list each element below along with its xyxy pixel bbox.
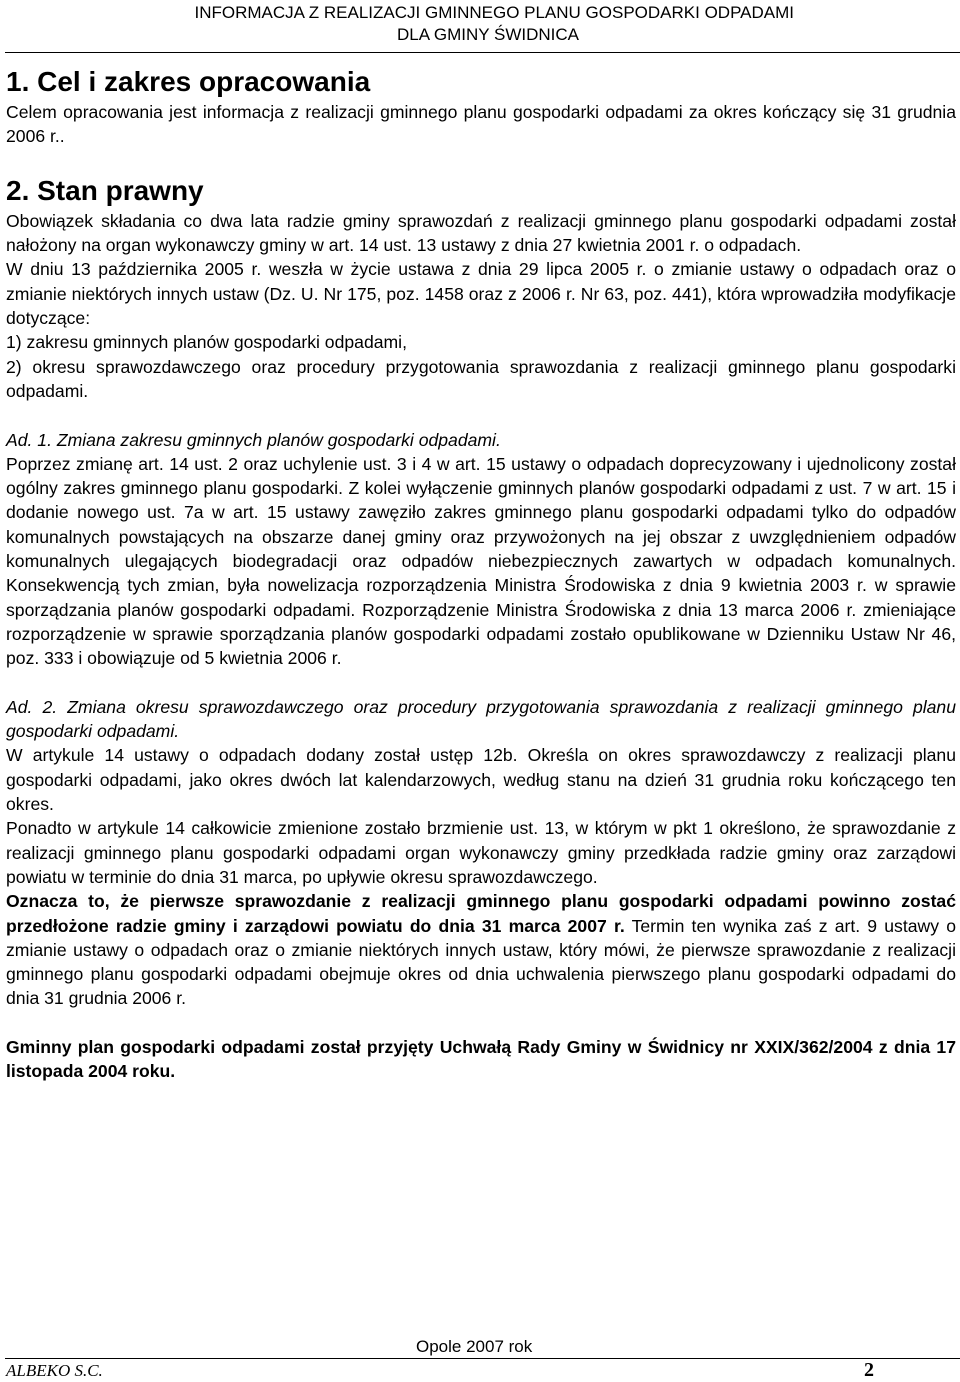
spacer <box>6 403 956 427</box>
ad-2-continuation: Termin ten wynika zaś z art. 9 ustawy o zmianie ustawy o odpadach oraz o zmianie niektórych innych ustaw, który mówi, że pierwsze sprawozdanie z realizacji gminnego planu gospodarki odpadami obejmuje okres od dnia uchwalenia pierwszego planu gospodarki odpadami do dnia 31 grudnia 2006 r. <box>6 915 956 1009</box>
spacer <box>6 671 956 695</box>
ad-1-text: Poprzez zmianę art. 14 ust. 2 oraz uchylenie ust. 3 i 4 w art. 15 ustawy o odpadach doprecyzowany i ujednolicony został ogólny zakres gminnego planu gospodarki. Z kolei wyłączenie gminnych planów gospodarki odpadami z ust. 7 w art. 15 i dodanie nowego ust. 7a w art. 15 ustawy zawęziło zakres gminnego planu gospodarki odpadami tylko do odpadów komunalnych powstających na obszarze danej gminy oraz przywożonych na jej obszar z uwzględnieniem odpadów komunalnych ulegających biodegradacji oraz odpadów niebezpiecznych zawartych w odpadach komunalnych. Konsekwencją tych zmian, była nowelizacja rozporządzenia Ministra Środowiska z dnia 9 kwietnia 2003 r. w sprawie sporządzania planów gospodarki odpadami. Rozporządzenie Ministra Środowiska z dnia 13 marca 2006 r. zmieniające rozporządzenie w sprawie sporządzania planów gospodarki odpadami zostało opublikowane w Dzienniku Ustaw Nr 46, poz. 333 i obowiązuje od 5 kwietnia 2006 r. <box>6 453 956 669</box>
ad-2-paragraph-2: Ponadto w artykule 14 całkowicie zmienione zostało brzmienie ust. 13, w którym w pkt 1 określono, że sprawozdanie z realizacji gminnego planu gospodarki odpadami organ wykonawczy gminy przedkłada radzie gminy oraz zarządowi powiatu w terminie do dnia 31 marca, po upływie okresu sprawozdawczego. <box>6 818 956 887</box>
ad-2-heading: Ad. 2. Zmiana okresu sprawozdawczego oraz procedury przygotowania sprawozdania z realizacji gminnego planu gospodarki odpadami. <box>6 696 956 742</box>
section-2-paragraph-1: Obowiązek składania co dwa lata radzie gminy sprawozdań z realizacji gminnego planu gospodarki odpadami został nałożony na organ wykonawczy gminy w art. 14 ust. 13 ustawy z dnia 27 kwietnia 2001 r. o odpadach. <box>6 210 956 256</box>
document-body <box>6 64 956 1084</box>
list-item-1: 1) zakresu gminnych planów gospodarki odpadami, <box>6 332 407 353</box>
ad-2-paragraph-3 <box>6 889 956 1010</box>
section-2-heading: 2. Stan prawny <box>6 174 204 206</box>
section-1-text: Celem opracowania jest informacja z realizacji gminnego planu gospodarki odpadami za okres kończący się 31 grudnia 2006 r.. <box>6 102 956 147</box>
spacer <box>6 1011 956 1035</box>
section-2-paragraph-2: W dniu 13 października 2005 r. weszła w życie ustawa z dnia 29 lipca 2005 r. o zmianie ustawy o odpadach oraz o zmianie niektórych innych ustaw (Dz. U. Nr 175, poz. 1458 oraz z 2006 r. Nr 63, poz. 441), która wprowadziła modyfikacje dotyczące: <box>6 259 956 329</box>
page-number: 2 <box>864 1359 874 1381</box>
footer-company: ALBEKO S.C. <box>6 1361 103 1380</box>
footer-rule <box>5 1358 960 1359</box>
header-title: INFORMACJA Z REALIZACJI GMINNEGO PLANU GOSPODARKI ODPADAMI <box>194 3 794 22</box>
list-item-2: 2) okresu sprawozdawczego oraz procedury przygotowania sprawozdania z realizacji gminnego planu gospodarki odpadami. <box>6 356 956 401</box>
ad-1-heading: Ad. 1. Zmiana zakresu gminnych planów gospodarki odpadami. <box>6 429 501 450</box>
section-1-heading: 1. Cel i zakres opracowania <box>6 66 371 97</box>
spacer <box>6 149 956 173</box>
ad-2-paragraph-1: W artykule 14 ustawy o odpadach dodany został ustęp 12b. Określa on okres sprawozdawczy z realizacji planu gospodarki odpadami, jako okres dwóch lat kalendarzowych, według stanu na dzień 31 grudnia roku kończącego ten okres. <box>6 745 956 815</box>
ad-2-bold-statement: Oznacza to, że pierwsze sprawozdanie z realizacji gminnego planu gospodarki odpadami powinno zostać przedłożone radzie gminy i zarządowi powiatu do dnia 31 marca 2007 r. <box>6 891 956 936</box>
header-subtitle: DLA GMINY ŚWIDNICA <box>397 25 579 44</box>
footer-location-date: Opole 2007 rok <box>416 1337 533 1356</box>
header-rule <box>5 52 960 53</box>
final-statement: Gminny plan gospodarki odpadami został przyjęty Uchwałą Rady Gminy w Świdnicy nr XXIX/362/2004 z dnia 17 listopada 2004 roku. <box>6 1036 956 1082</box>
